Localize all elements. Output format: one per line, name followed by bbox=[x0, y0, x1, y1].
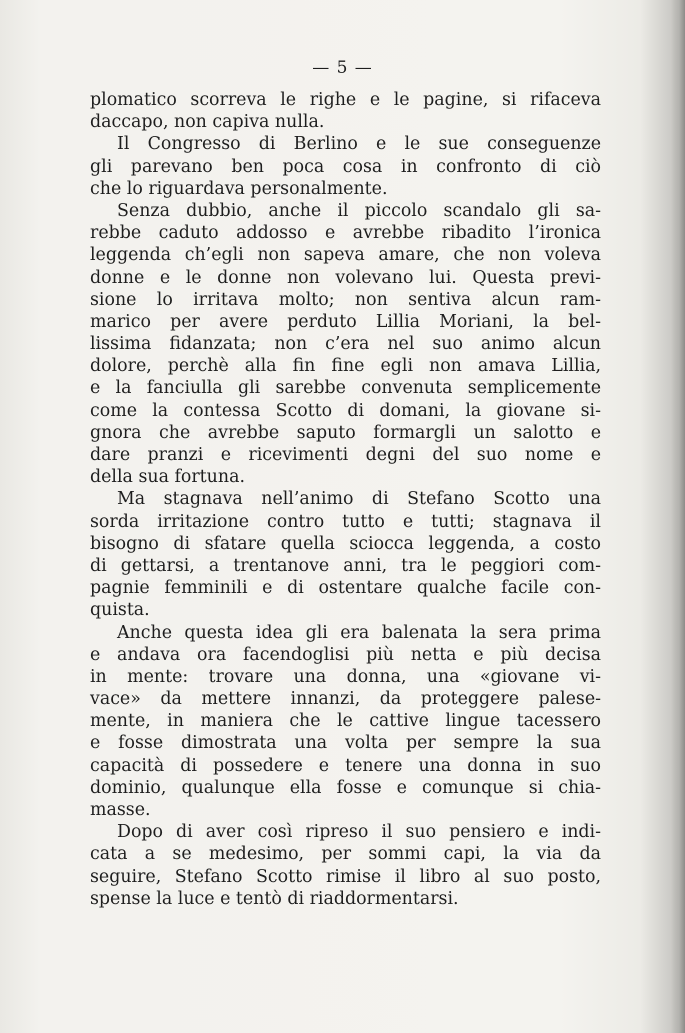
page-number: — 5 — bbox=[312, 58, 373, 78]
text-line: vace» da mettere innanzi, da proteggere palese- bbox=[90, 689, 601, 710]
text-line: e andava ora facendoglisi più netta e più decisa bbox=[90, 644, 601, 665]
text-line: bisogno di sfatare quella sciocca leggenda, a costo bbox=[90, 533, 601, 554]
text-line: in mente: trovare una donna, una «giovane vi- bbox=[90, 666, 601, 687]
text-line: daccapo, non capiva nulla. bbox=[90, 112, 325, 133]
text-line: Senza dubbio, anche il piccolo scandalo gli sa- bbox=[117, 200, 601, 221]
text-line: e fosse dimostrata una volta per sempre la sua bbox=[90, 733, 601, 754]
text-line: sorda irritazione contro tutto e tutti; stagnava il bbox=[90, 511, 601, 532]
text-line: masse. bbox=[90, 800, 151, 820]
text-line: dolore, perchè alla fin fine egli non amava Lillia, bbox=[90, 356, 601, 377]
text-line: sione lo irritava molto; non sentiva alcun ram- bbox=[90, 289, 601, 310]
text-line: dominio, qualunque ella fosse e comunque si chia- bbox=[90, 777, 601, 798]
text-line: lissima fidanzata; non c’era nel suo animo alcun bbox=[90, 334, 601, 355]
text-line: di gettarsi, a trentanove anni, tra le peggiori com- bbox=[90, 555, 601, 576]
text-line: spense la luce e tentò di riaddormentarsi. bbox=[90, 888, 459, 909]
text-line: rebbe caduto addosso e avrebbe ribadito l’ironica bbox=[90, 223, 601, 244]
text-line: della sua fortuna. bbox=[90, 467, 245, 488]
text-line: e la fanciulla gli sarebbe convenuta semplicemente bbox=[90, 378, 601, 399]
text-line: come la contessa Scotto di domani, la giovane si- bbox=[90, 400, 601, 421]
text-line: che lo riguardava personalmente. bbox=[90, 178, 388, 199]
page-edge-shadow bbox=[671, 0, 685, 1033]
text-line: quista. bbox=[90, 600, 150, 621]
text-line: leggenda ch’egli non sapeva amare, che non voleva bbox=[90, 245, 601, 266]
text-line: donne e le donne non volevano lui. Questa previ- bbox=[90, 267, 601, 288]
text-line: dare pranzi e ricevimenti degni del suo nome e bbox=[90, 445, 601, 465]
text-line: Il Congresso di Berlino e le sue conseguenze bbox=[117, 134, 601, 155]
text-line: Dopo di aver così ripreso il suo pensiero e indi- bbox=[117, 822, 601, 843]
text-line: marico per avere perduto Lillia Moriani, la bel- bbox=[90, 311, 601, 332]
text-line: gnora che avrebbe saputo formargli un salotto e bbox=[90, 422, 601, 443]
text-line: pagnie femminili e di ostentare qualche facile con- bbox=[90, 578, 601, 599]
text-line: seguire, Stefano Scotto rimise il libro al suo posto, bbox=[90, 866, 601, 887]
text-line: plomatico scorreva le righe e le pagine, si rifaceva bbox=[90, 90, 601, 110]
text-line: mente, in maniera che le cattive lingue tacessero bbox=[90, 711, 601, 732]
text-line: Anche questa idea gli era balenata la sera prima bbox=[117, 622, 601, 643]
text-line: capacità di possedere e tenere una donna in suo bbox=[90, 755, 601, 776]
body-text bbox=[90, 89, 601, 910]
text-line: Ma stagnava nell’animo di Stefano Scotto una bbox=[117, 489, 601, 510]
text-line: cata a se medesimo, per sommi capi, la via da bbox=[90, 844, 601, 865]
text-line: gli parevano ben poca cosa in confronto di ciò bbox=[90, 156, 601, 177]
